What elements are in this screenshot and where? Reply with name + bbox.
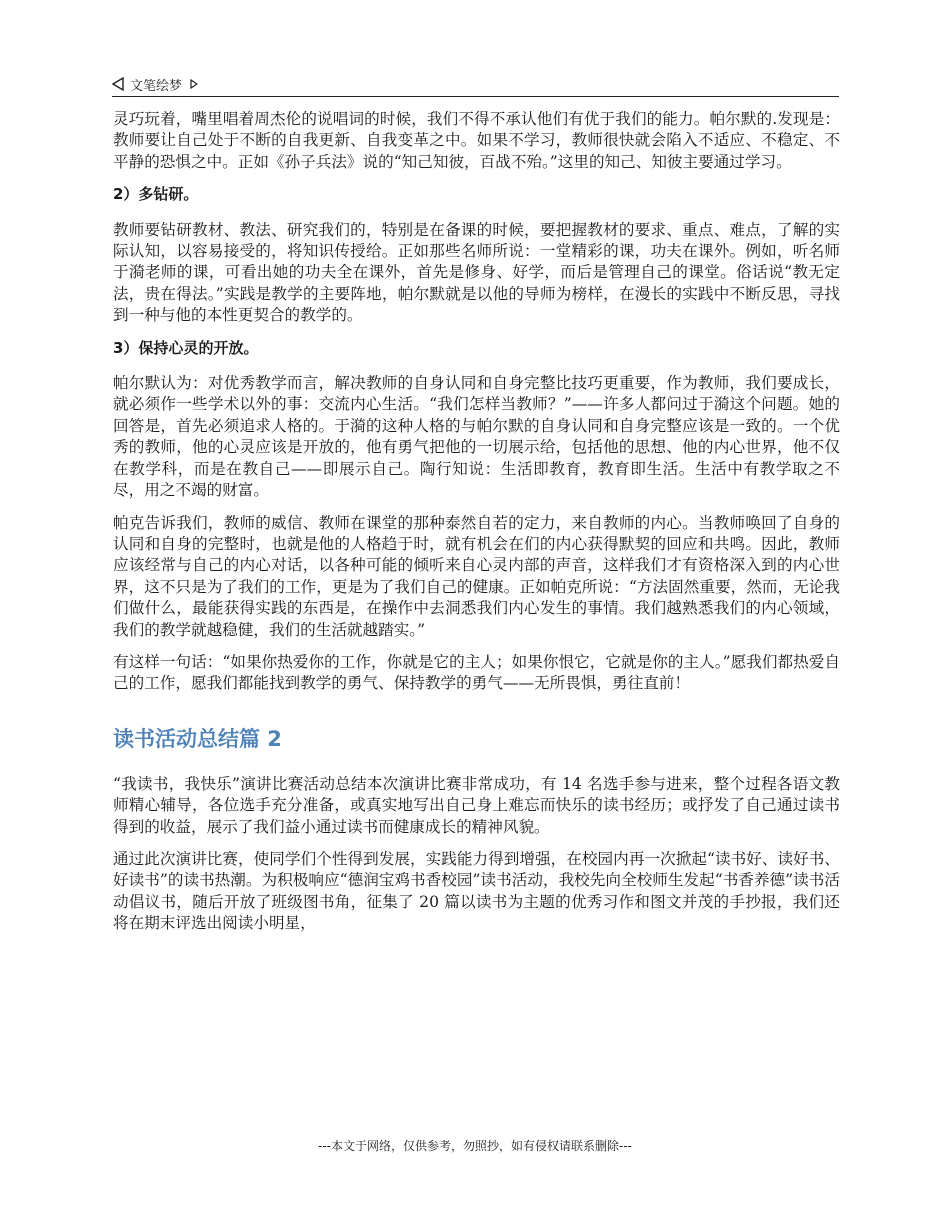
subheading: 3）保持心灵的开放。: [113, 338, 259, 357]
page-header: [112, 72, 839, 97]
header-title: 文笔绘梦: [130, 78, 183, 94]
section-title: 读书活动总结篇 2: [113, 726, 282, 751]
paragraph: 教师要钻研教材、教法、研究我们的，特别是在备课的时候，要把握教材的要求、重点、难点，了解的实际认知，以容易接受的，将知识传授给。正如那些名师所说：一堂精彩的课，功夫在课外。例如，听名师于漪老师的课，可看出她的功夫全在课外，首先是修身、好学，而后是管理自己的课堂。俗话说“教无定法，贵在得法。”实践是教学的主要阵地，帕尔默就是以他的导师为榜样，在漫长的实践中不断反思，寻找到一种与他的本性更契合的教学的。: [113, 220, 840, 325]
paragraph: 通过此次演讲比赛，使同学们个性得到发展，实践能力得到增强，在校园内再一次掀起“读书好、读好书、好读书”的读书热潮。为积极响应“德润宝鸡书香校园”读书活动，我校先向全校师生发起“书香养德”读书活动倡议书，随后开放了班级图书角，征集了 20 篇以读书为主题的优秀习作和图文并茂的手抄报，我们还将在期末评选出阅读小明星，: [113, 849, 840, 933]
paragraph: 帕尔默认为：对优秀教学而言，解决教师的自身认同和自身完整比技巧更重要，作为教师，我们要成长，就必须作一些学术以外的事：交流内心生活。“我们怎样当教师？”——许多人都问过于漪这个问题。她的回答是，首先必须追求人格的。于漪的这种人格的与帕尔默的自身认同和自身完整应该是一致的。一个优秀的教师，他的心灵应该是开放的，他有勇气把他的一切展示给，包括他的思想、他的内心世界，他不仅在教学科，而是在教自己——即展示自己。陶行知说：生活即教育，教育即生活。生活中有教学取之不尽，用之不竭的财富。: [113, 374, 840, 500]
triangle-right-icon: [190, 79, 198, 89]
document-body: [113, 109, 840, 946]
triangle-left-icon: [112, 77, 124, 91]
paragraph: “我读书，我快乐”演讲比赛活动总结本次演讲比赛非常成功，有 14 名选手参与进来，整个过程各语文教师精心辅导，各位选手充分准备，或真实地写出自己身上难忘而快乐的读书经历；或抒发了自己通过读书得到的收益，展示了我们益小通过读书而健康成长的精神风貌。: [113, 774, 840, 836]
paragraph: 有这样一句话：“如果你热爱你的工作，你就是它的主人；如果你恨它，它就是你的主人。”愿我们都热爱自己的工作，愿我们都能找到教学的勇气、保持教学的勇气——无所畏惧，勇往直前！: [113, 652, 840, 693]
page-footer: ---本文于网络，仅供参考，勿照抄，如有侵权请联系删除---: [318, 1139, 632, 1153]
subheading: 2）多钻研。: [113, 185, 199, 204]
paragraph: 帕克告诉我们，教师的威信、教师在课堂的那种泰然自若的定力，来自教师的内心。当教师唤回了自身的认同和自身的完整时，也就是他的人格趋于时，就有机会在们的内心获得默契的回应和共鸣。因此，教师应该经常与自己的内心对话，以各种可能的倾听来自心灵内部的声音，这样我们才有资格深入到的内心世界，这不只是为了我们的工作，更是为了我们自己的健康。正如帕克所说：“方法固然重要，然而，无论我们做什么，最能获得实践的东西是，在操作中去洞悉我们内心发生的事情。我们越熟悉我们的内心领域，我们的教学就越稳健，我们的生活就越踏实。”: [113, 513, 840, 639]
paragraph: 灵巧玩着，嘴里唱着周杰伦的说唱词的时候，我们不得不承认他们有优于我们的能力。帕尔默的.发现是：教师要让自己处于不断的自我更新、自我变革之中。如果不学习，教师很快就会陷入不适应、不稳定、不平静的恐惧之中。正如《孙子兵法》说的“知己知彼，百战不殆。”这里的知己、知彼主要通过学习。: [113, 110, 840, 171]
